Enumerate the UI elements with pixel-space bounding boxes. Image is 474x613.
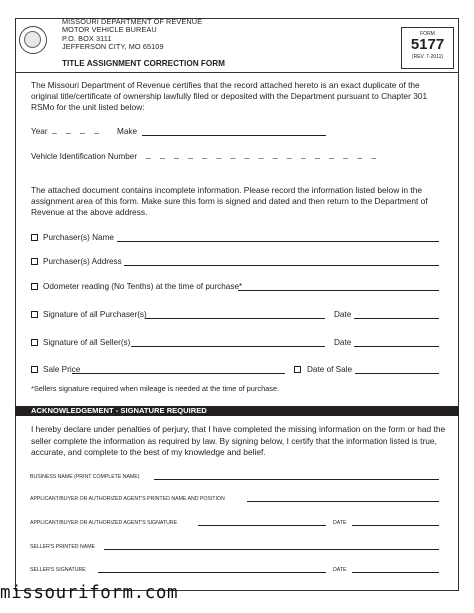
date-of-sale-label: Date of Sale: [307, 365, 353, 374]
form-label: FORM: [420, 31, 435, 37]
mileage-footnote: *Sellers signature required when mileage is needed at the time of purchase.: [31, 384, 280, 393]
sig-sellers-checkbox[interactable]: [31, 339, 38, 346]
instruction-paragraph: The attached document contains incomplete information. Please record the information listed below in the assignment area of this form. Make sure this form is signed and dated and then return to the Department of Revenue at the above address.: [31, 185, 428, 217]
form-revision: (REV. 7-2011): [411, 54, 444, 60]
intro-paragraph: The Missouri Department of Revenue certifies that the record attached hereto is an exact duplicate of the original title/certificate of ownership lawfully filed or deposited with the Department pursuant to Chapter 301 RSMo for the unit listed below:: [31, 80, 428, 112]
date-of-sale-field[interactable]: [355, 373, 439, 374]
sale-price-label: Sale Price: [43, 365, 81, 374]
odometer-checkbox[interactable]: [31, 283, 38, 290]
applicant-printed-field[interactable]: [247, 501, 439, 502]
sig-sellers-date-field[interactable]: [354, 346, 439, 347]
applicant-printed-label: APPLICANT/BUYER OR AUTHORIZED AGENT'S PRINTED NAME AND POSITION: [30, 496, 225, 502]
form-number-box: [401, 27, 454, 69]
purchaser-address-label: Purchaser(s) Address: [43, 257, 122, 266]
purchaser-name-checkbox[interactable]: [31, 234, 38, 241]
year-field[interactable]: _ _ _ _: [52, 124, 103, 134]
sig-purchasers-field[interactable]: [145, 318, 325, 319]
seller-signature-field[interactable]: [98, 572, 326, 573]
seller-signature-label: SELLER'S SIGNATURE: [30, 567, 86, 573]
seller-date-label: DATE: [333, 567, 347, 573]
agency-address: [62, 18, 202, 51]
sig-purchasers-checkbox[interactable]: [31, 311, 38, 318]
agency-line: MOTOR VEHICLE BUREAU: [62, 25, 157, 35]
sig-purchasers-date-label: Date: [334, 310, 352, 319]
make-field[interactable]: [142, 135, 326, 136]
vin-field[interactable]: _ _ _ _ _ _ _ _ _ _ _ _ _ _ _ _ _: [146, 149, 380, 159]
agency-line: MISSOURI DEPARTMENT OF REVENUE: [62, 17, 203, 26]
sig-purchasers-label: Signature of all Purchaser(s): [43, 310, 147, 319]
sig-sellers-label: Signature of all Seller(s): [43, 338, 131, 347]
acknowledgement-title: ACKNOWLEDGEMENT - SIGNATURE REQUIRED: [31, 406, 207, 415]
watermark: missouriform.com: [0, 583, 179, 603]
agency-line: JEFFERSON CITY, MO 65109: [62, 41, 164, 51]
year-label: Year: [31, 127, 48, 136]
vin-label: Vehicle Identification Number: [31, 152, 138, 161]
purchaser-address-field[interactable]: [124, 265, 439, 266]
odometer-field[interactable]: [238, 290, 439, 291]
state-seal-icon: [19, 26, 47, 54]
sale-price-checkbox[interactable]: [31, 366, 38, 373]
make-label: Make: [117, 127, 138, 136]
business-name-field[interactable]: [154, 479, 439, 480]
sig-sellers-field[interactable]: [131, 346, 325, 347]
agency-line: P.O. BOX 3111: [62, 33, 112, 43]
sig-purchasers-date-field[interactable]: [354, 318, 439, 319]
purchaser-name-field[interactable]: [117, 241, 439, 242]
sale-price-field[interactable]: [72, 373, 285, 374]
date-of-sale-checkbox[interactable]: [294, 366, 301, 373]
odometer-label: Odometer reading (No Tenths) at the time of purchase*: [43, 282, 243, 291]
applicant-date-label: DATE: [333, 520, 347, 526]
applicant-signature-label: APPLICANT/BUYER OR AUTHORIZED AGENT'S SIGNATURE: [30, 520, 178, 526]
seller-printed-field[interactable]: [104, 549, 439, 550]
purchaser-address-checkbox[interactable]: [31, 258, 38, 265]
header-divider: [15, 72, 459, 73]
seller-date-field[interactable]: [352, 572, 439, 573]
sig-sellers-date-label: Date: [334, 338, 352, 347]
applicant-date-field[interactable]: [352, 525, 439, 526]
form-number: 5177: [410, 36, 445, 53]
seller-printed-label: SELLER'S PRINTED NAME: [30, 544, 95, 550]
form-title: TITLE ASSIGNMENT CORRECTION FORM: [62, 59, 225, 68]
purchaser-name-label: Purchaser(s) Name: [43, 233, 114, 242]
business-name-label: BUSINESS NAME (PRINT COMPLETE NAME): [30, 474, 140, 480]
applicant-signature-field[interactable]: [198, 525, 326, 526]
acknowledgement-paragraph: I hereby declare under penalties of perjury, that I have completed the missing information on the form or had the seller complete the information as required by law. By signing below, I certify that the information listed is true, accurate, and complete to the best of my knowledge and belief.: [31, 424, 446, 457]
